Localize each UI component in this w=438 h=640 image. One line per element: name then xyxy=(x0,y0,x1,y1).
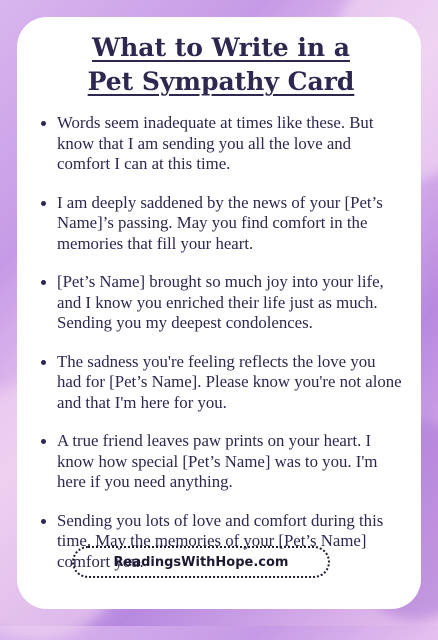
bullet-icon xyxy=(41,439,46,444)
message-text: A true friend leaves paw prints on your heart. I know how special [Pet’s Name] was to you. I'm here if you need anything. xyxy=(57,431,378,491)
bullet-icon xyxy=(41,280,46,285)
message-text: Words seem inadequate at times like these. But know that I am sending you all the love and comfort I can at this time. xyxy=(57,113,374,173)
list-item xyxy=(39,193,403,255)
title-line-2: Pet Sympathy Card xyxy=(87,67,355,96)
website-link[interactable]: ReadingsWithHope.com xyxy=(113,554,289,570)
list-item xyxy=(39,431,403,493)
message-text: The sadness you're feeling reflects the love you had for [Pet’s Name]. Please know you're not alone and that I'm here for you. xyxy=(57,351,402,412)
message-text: I am deeply saddened by the news of your [Pet’s Name]’s passing. May you find comfort in the memories that fill your heart. xyxy=(57,192,383,253)
sympathy-card xyxy=(17,17,421,609)
page-title xyxy=(39,31,403,99)
website-badge xyxy=(72,546,330,578)
list-item xyxy=(39,352,403,414)
message-list xyxy=(39,113,403,572)
title-line-1: What to Write in a xyxy=(92,33,350,62)
list-item xyxy=(39,113,403,175)
bullet-icon xyxy=(41,519,46,524)
bullet-icon xyxy=(41,360,46,365)
message-text: Sending you lots of love and comfort during this time. May the memories of your [Pet’s Name] comfort you. xyxy=(57,510,384,571)
bullet-icon xyxy=(41,201,46,206)
list-item xyxy=(39,272,403,334)
bullet-icon xyxy=(41,121,46,126)
message-text: [Pet’s Name] brought so much joy into your life, and I know you enriched their life just as much. Sending you my deepest condolences. xyxy=(57,272,384,332)
